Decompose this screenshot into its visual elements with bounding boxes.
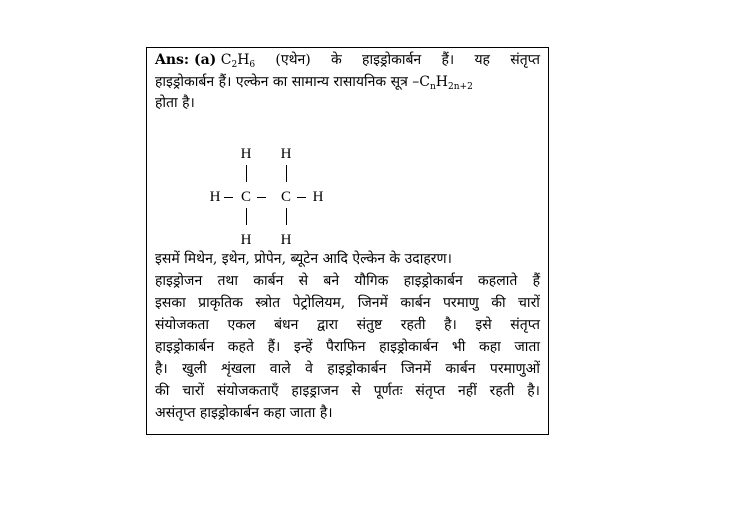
answer-label: Ans: (a) $C_2H_6$ [155, 52, 256, 70]
bond-horizontal-left [224, 197, 233, 198]
bond-vertical-bottom-right [286, 208, 287, 225]
word: कार्बन [253, 273, 284, 289]
word: यौगिक [354, 273, 389, 289]
word: संतृप्त [415, 383, 446, 399]
word: हैं। [441, 52, 455, 68]
word: द्वारा [316, 317, 339, 333]
word: नहीं [457, 383, 477, 399]
atom-h-top-left: H [240, 146, 252, 162]
body-line-1: इसमें मिथेन, इथेन, प्रोपेन, ब्यूटेन आदि ऐल्केन के उदाहरण। [155, 251, 452, 267]
word: बंधन [274, 317, 299, 333]
word: हाइड्रोकार्बन [362, 52, 422, 68]
answer-line-2 [155, 73, 540, 96]
body-line-6 [155, 360, 540, 378]
word: परमाणु [442, 295, 479, 311]
body-line-5 [155, 338, 540, 356]
general-formula-text: हाइड्रोकार्बन हैं। एल्केन का सामान्य रासायनिक सूत्र –C [155, 74, 430, 90]
atom-h-top-right: H [280, 146, 292, 162]
word: जिनमें [400, 361, 431, 377]
word: कार्बन [445, 361, 476, 377]
word: हाइड्रोकार्बन [155, 339, 215, 355]
bond-vertical-top-left [246, 165, 247, 182]
word: बने [323, 273, 340, 289]
word: (एथेन) [275, 52, 311, 68]
word: इसे [475, 317, 492, 333]
word: इसका [155, 295, 186, 311]
word: कहते [227, 339, 254, 355]
word: चारों [182, 383, 205, 399]
word: एकल [227, 317, 256, 333]
word: हाइड्राजन [291, 383, 339, 399]
body-line-3 [155, 294, 540, 312]
answer-line-1 [155, 51, 540, 74]
word: शृंखला [221, 361, 256, 377]
word: से [298, 273, 309, 289]
word: तथा [217, 273, 239, 289]
word: भी [451, 339, 466, 355]
word: संतुष्ट [356, 317, 383, 333]
word: स्त्रोत [255, 295, 281, 311]
word: जिनमें [357, 295, 388, 311]
atom-h-right: H [312, 189, 324, 205]
word: पेट्रोलियम, [292, 295, 346, 311]
word: यह [474, 52, 490, 68]
word: रहती [400, 317, 426, 333]
atom-h-bottom-right: H [280, 232, 292, 248]
word: खुली [182, 361, 207, 377]
word: संयोजकता [155, 317, 209, 333]
word: कार्बन [400, 295, 431, 311]
formula-sub-2n2: 2n+2 [448, 82, 473, 92]
word: के [331, 52, 342, 68]
word: है। [527, 383, 540, 399]
word: से [351, 383, 361, 399]
word: पूर्णतः [373, 383, 403, 399]
word: की [491, 295, 506, 311]
atom-carbon-right: C [280, 189, 291, 205]
word: हाइड्रोकार्बन [327, 361, 387, 377]
atom-h-left: H [209, 189, 221, 205]
word: प्राकृतिक [198, 295, 243, 311]
bond-vertical-top-right [286, 165, 287, 182]
word: की [155, 383, 170, 399]
answer-line-3-text: होता है। [155, 95, 195, 111]
word: संतृप्त [510, 52, 540, 68]
formula-h: H [435, 74, 449, 90]
word: कहलाते [478, 273, 518, 289]
word: वाले [269, 361, 291, 377]
word: रहती [489, 383, 515, 399]
word: हाइड्रोजन [155, 273, 203, 289]
word: परमाणुओं [489, 361, 540, 377]
word: हैं। [267, 339, 281, 355]
word: है। [155, 361, 168, 377]
word: इन्हें [293, 339, 313, 355]
word: पैराफिन [326, 339, 366, 355]
body-line-4 [155, 316, 540, 334]
word: हैं [532, 273, 540, 289]
word: संतृप्त [510, 317, 540, 333]
word: जाता [514, 339, 540, 355]
body-line-8: असंतृप्त हाइड्रोकार्बन कहा जाता है। [155, 405, 333, 421]
word: संयोजकताएँ [216, 383, 279, 399]
bond-horizontal-cc [257, 197, 266, 198]
atom-h-bottom-left: H [240, 232, 252, 248]
word: वे [305, 361, 313, 377]
word: कहा [478, 339, 501, 355]
word: चारों [518, 295, 540, 311]
atom-carbon-left: C [240, 189, 251, 205]
answer-box [146, 47, 549, 435]
word: हाइड्रोकार्बन [403, 273, 463, 289]
ethane-formula: $C_2H_6$ [220, 52, 256, 70]
answer-line-3 [155, 94, 540, 112]
formula-sub-n: n [430, 82, 436, 92]
body-line-2 [155, 272, 540, 290]
bond-vertical-bottom-left [246, 208, 247, 225]
bond-horizontal-right [297, 197, 306, 198]
word: है। [444, 317, 457, 333]
body-line-7 [155, 382, 540, 400]
word: हाइड्रोकार्बन [379, 339, 439, 355]
